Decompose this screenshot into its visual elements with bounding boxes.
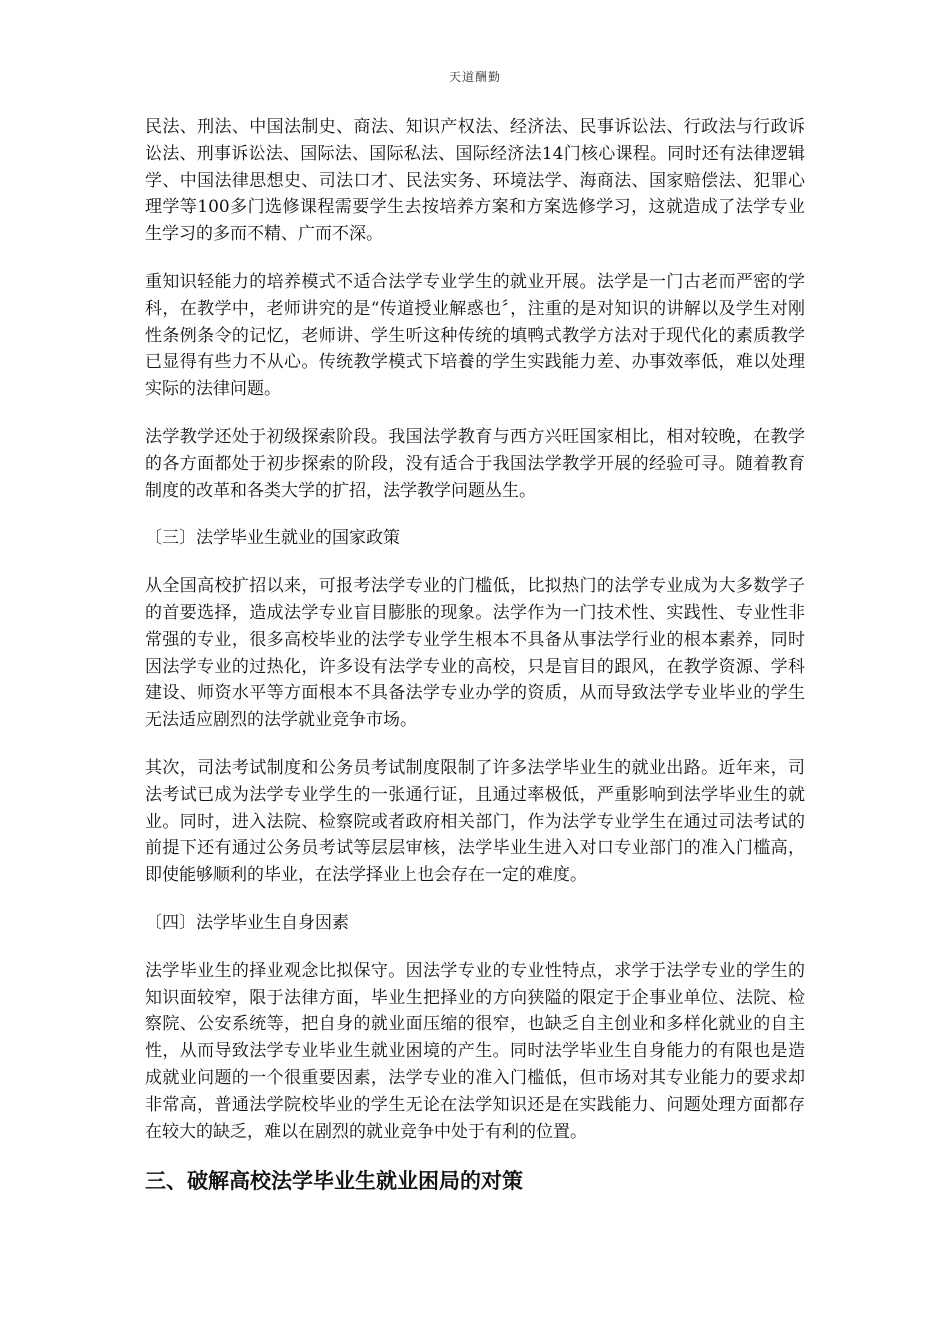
paragraph-exam-system: 其次，司法考试制度和公务员考试制度限制了许多法学毕业生的就业出路。近年来，司法考试已成为法学专业学生的一张通行证，且通过率极低，严重影响到法学毕业生的就业。同时，进入法院、检察院或者政府相关部门，作为法学专业学生在通过司法考试的前提下还有通过公务员考试等层层审核，法学毕业生进入对口专业部门的准入门槛高，即使能够顺利的毕业，在法学择业上也会存在一定的难度。: [145, 757, 805, 886]
subheading-national-policy: 〔三〕法学毕业生就业的国家政策: [145, 528, 400, 549]
paragraph-core-courses: 民法、刑法、中国法制史、商法、知识产权法、经济法、民事诉讼法、行政法与行政诉讼法、刑事诉讼法、国际法、国际私法、国际经济法14门核心课程。同时还有法律逻辑学、中国法律思想史、司法口才、民法实务、环境法学、海商法、国家赔偿法、犯罪心理学等100多门选修课程需要学生去按培养方案和方案选修学习，这就造成了法学专业生学习的多而不精、广而不深。: [145, 117, 805, 245]
subheading-personal-factors: 〔四〕法学毕业生自身因素: [145, 912, 349, 933]
paragraph-career-views: 法学毕业生的择业观念比拟保守。因法学专业的专业性特点，求学于法学专业的学生的知识面较窄，限于法律方面，毕业生把择业的方向狭隘的限定于企事业单位、法院、检察院、公安系统等，把自身的就业面压缩的很窄，也缺乏自主创业和多样化就业的自主性，从而导致法学专业毕业生就业困境的产生。同时法学毕业生自身能力的有限也是造成就业问题的一个很重要因素，法学专业的准入门槛低，但市场对其专业能力的要求却非常高，普通法学院校毕业的学生无论在法学知识还是在实践能力、问题处理方面都存在较大的缺乏，难以在剧烈的就业竞争中处于有利的位置。: [145, 960, 805, 1142]
paragraph-expansion: 从全国高校扩招以来，可报考法学专业的门槛低，比拟热门的法学专业成为大多数学子的首要选择，造成法学专业盲目膨胀的现象。法学作为一门技术性、实践性、专业性非常强的专业，很多高校毕业的法学专业学生根本不具备从事法学行业的根本素养，同时因法学专业的过热化，许多设有法学专业的高校，只是盲目的跟风，在教学资源、学科建设、师资水平等方面根本不具备法学专业办学的资质，从而导致法学专业毕业的学生无法适应剧烈的法学就业竞争市场。: [145, 576, 805, 731]
section-heading: 三、破解高校法学毕业生就业困局的对策: [145, 1169, 523, 1194]
document-body: [145, 114, 805, 1196]
paragraph-early-stage: 法学教学还处于初级探索阶段。我国法学教育与西方兴旺国家相比，相对较晚，在教学的各方面都处于初步探索的阶段，没有适合于我国法学教学开展的经验可寻。随着教育制度的改革和各类大学的扩招，法学教学问题丛生。: [145, 426, 805, 501]
paragraph-teaching-mode: 重知识轻能力的培养模式不适合法学专业学生的就业开展。法学是一门古老而严密的学科，在教学中，老师讲究的是“传道授业解惑也〞，注重的是对知识的讲解以及学生对刚性条例条令的记忆，老师讲、学生听这种传统的填鸭式教学方法对于现代化的素质教学已显得有些力不从心。传统教学模式下培養的学生实践能力差、办事效率低，难以处理实际的法律问题。: [145, 271, 805, 400]
page-header: 天道酬勤: [448, 70, 501, 84]
